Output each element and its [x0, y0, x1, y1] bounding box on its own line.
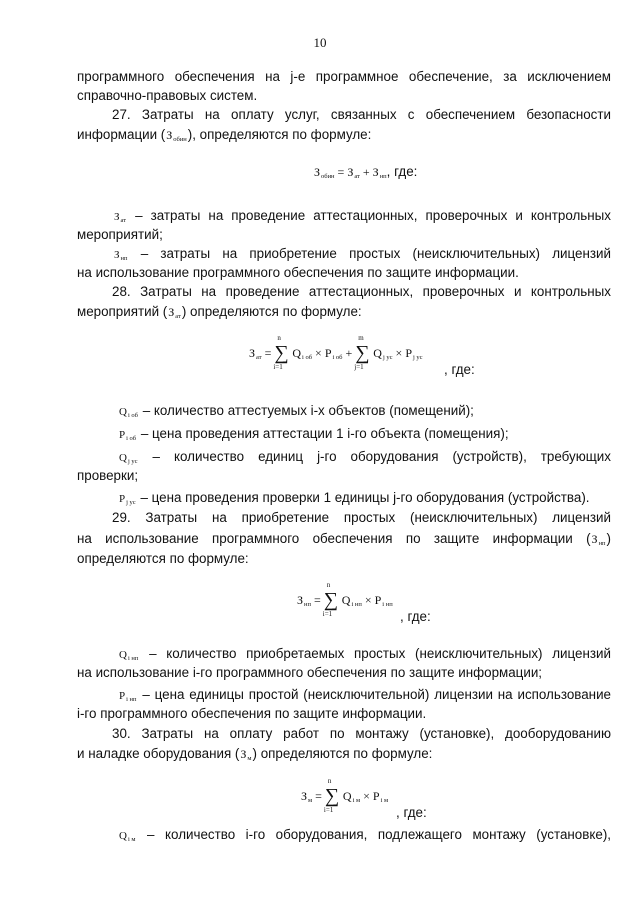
- sum-sign: n ∑ i=1: [322, 581, 339, 618]
- p28-inline-symbol: $З_{ат}$: [168, 305, 181, 320]
- p27-def-2: $З_{нп}$ – затраты на приобретение простых (неисключительных) лицензий: [113, 246, 611, 267]
- sum-sign: n ∑ i=1: [323, 777, 340, 814]
- intro-line-1: программного обеспечения на j-е программное обеспечение, за исключением: [77, 69, 611, 84]
- p27-inline-symbol: $З_{обин}$: [166, 128, 187, 143]
- p29-def-2-cont: i-го программного обеспечения по защите информации.: [77, 706, 427, 721]
- p29-def-1: $Q_{i нп}$ – количество приобретаемых простых (неисключительных) лицензий: [119, 646, 611, 662]
- p28-def-4: $P_{j ус}$ – цена проведения проверки 1 единицы j-го оборудования (устройства).: [119, 490, 590, 506]
- p30-line-2: и наладке оборудования $(З_м)$ определяются по формуле:: [77, 746, 611, 767]
- page-number: 10: [313, 35, 327, 50]
- p27-def-2-cont: на использование программного обеспечения по защите информации.: [77, 265, 519, 280]
- p28-def-3-cont: проверки;: [77, 468, 139, 483]
- p29-line-2: на использование программного обеспечения по защите информации $(З_{нп})$: [77, 531, 611, 552]
- p28-line-2: мероприятий $(З_{ат})$ определяются по формуле:: [77, 304, 611, 325]
- p29-line-1: 29. Затраты на приобретение простых (неисключительных) лицензий: [112, 510, 611, 525]
- p28-line-1: 28. Затраты на проведение аттестационных, проверочных и контрольных: [112, 284, 611, 299]
- p28-def-1: $Q_{i об}$ – количество аттестуемых i-х объектов (помещений);: [119, 403, 474, 419]
- p30-inline-symbol: $З_м$: [240, 747, 252, 762]
- p29-inline-symbol: $З_{нп}$: [591, 532, 606, 547]
- p27-def-1-cont: мероприятий;: [77, 227, 163, 242]
- p27-line-2-after: ), определяются по формуле:: [187, 127, 372, 142]
- p27-def-1: $З_{ат}$ – затраты на проведение аттестационных, проверочных и контрольных: [113, 208, 611, 229]
- p29-line-3: определяются по формуле:: [77, 551, 249, 566]
- p30-line-1: 30. Затраты на оплату работ по монтажу (установке), дооборудованию: [112, 726, 611, 741]
- formula-29-tail: , где:: [400, 609, 431, 624]
- formula-29: Знп = n ∑ i=1 Qi нп × Pi нп: [297, 581, 393, 618]
- sum-sign: n ∑ i=1: [273, 334, 289, 371]
- def-symbol: $З_{нп}$: [114, 249, 128, 262]
- p27-line-2: [77, 127, 611, 148]
- formula-27: Зобин = Зат + Знп, где:: [314, 164, 418, 180]
- formula-28-tail: , где:: [444, 362, 475, 377]
- formula-30-tail: , где:: [396, 805, 427, 820]
- formula-30: Зм = n ∑ i=1 Qi м × Pi м: [301, 777, 389, 814]
- p27-line-1: 27. Затраты на оплату услуг, связанных с обеспечением безопасности: [112, 107, 611, 122]
- def-symbol: $З_{ат}$: [114, 211, 127, 224]
- p27-line-2-before: информации (: [77, 127, 166, 142]
- formula-28: Зат = n ∑ i=1 Qi об × Pi об + m ∑ j=1 Qj ус × Pj ус: [249, 334, 423, 371]
- intro-line-2: справочно-правовых систем.: [77, 88, 258, 103]
- p30-def-1: $Q_{i м}$ – количество i-го оборудования, подлежащего монтажу (установке),: [119, 827, 611, 843]
- p28-def-2: $P_{i об}$ – цена проведения аттестации 1 i-го объекта (помещения);: [119, 426, 509, 442]
- sum-sign: m ∑ j=1: [354, 334, 370, 371]
- p28-def-3: $Q_{j ус}$ – количество единиц j-го оборудования (устройств), требующих: [119, 449, 611, 465]
- p29-def-2: $P_{i нп}$ – цена единицы простой (неисключительной) лицензии на использование: [119, 687, 611, 703]
- p29-def-1-cont: на использование i-го программного обеспечения по защите информации;: [77, 665, 543, 680]
